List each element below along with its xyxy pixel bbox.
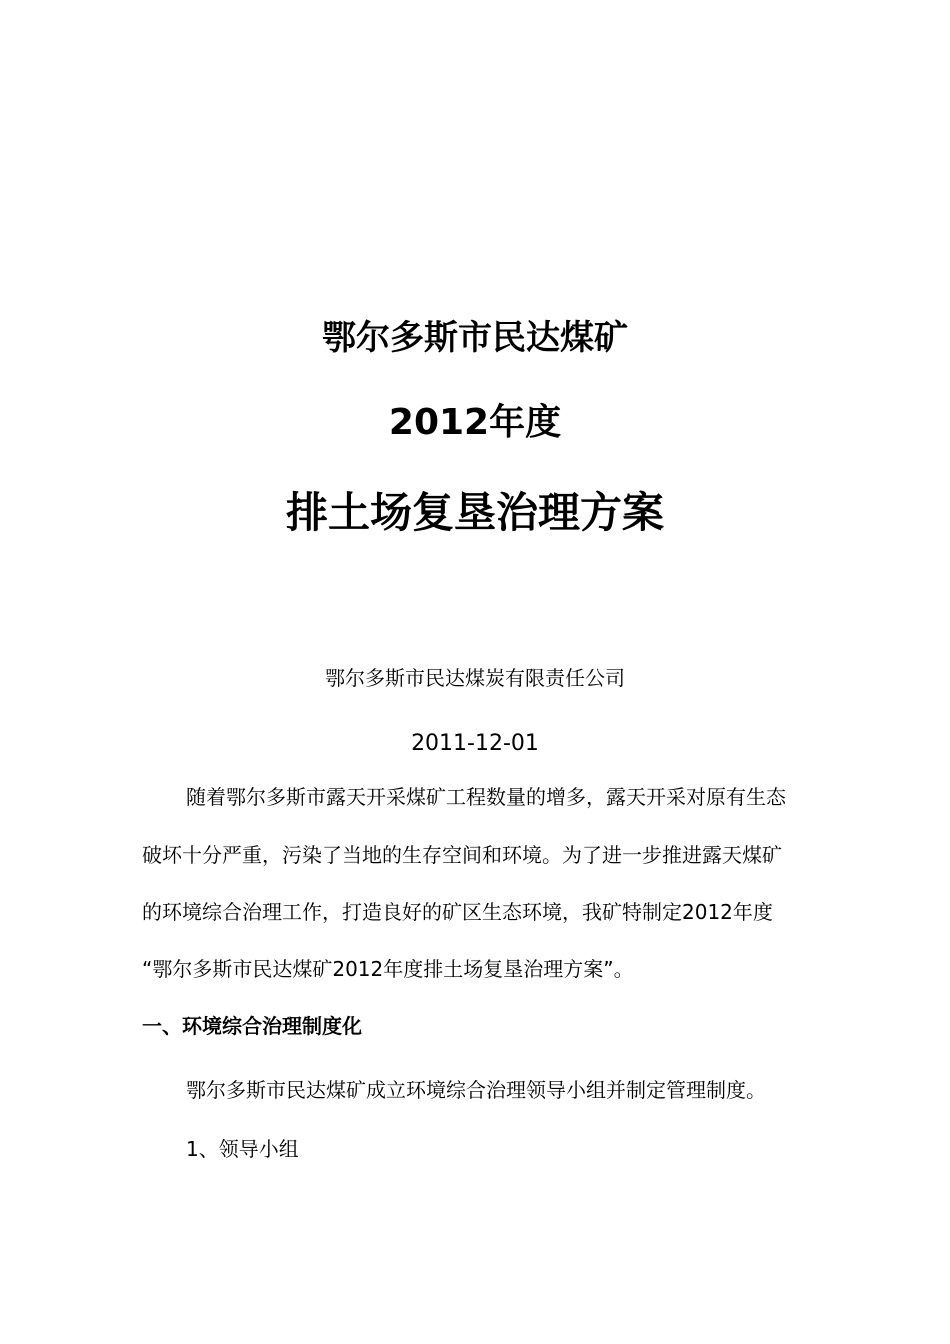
document-date: 2011-12-01 <box>411 731 539 756</box>
intro-paragraph-line-2: 破坏十分严重，污染了当地的生存空间和环境。为了进一步推进露天煤矿 <box>142 843 782 867</box>
intro-paragraph-line-1: 随着鄂尔多斯市露天开采煤矿工程数量的增多，露天开采对原有生态 <box>186 785 786 809</box>
title-line-1: 鄂尔多斯市民达煤矿 <box>322 318 628 358</box>
title-line-3: 排土场复垦治理方案 <box>285 488 664 537</box>
intro-paragraph-line-3: 的环境综合治理工作，打造良好的矿区生态环境，我矿特制定2012年度 <box>142 900 773 924</box>
intro-paragraph-line-4: “鄂尔多斯市民达煤矿2012年度排土场复垦治理方案”。 <box>142 957 634 981</box>
section-heading-1: 一、环境综合治理制度化 <box>142 1014 362 1038</box>
section-1-paragraph: 鄂尔多斯市民达煤矿成立环境综合治理领导小组并制定管理制度。 <box>186 1078 766 1102</box>
title-line-2: 2012年度 <box>388 402 562 443</box>
subsection-heading-1: 1、领导小组 <box>186 1137 299 1161</box>
company-name: 鄂尔多斯市民达煤炭有限责任公司 <box>325 666 625 690</box>
